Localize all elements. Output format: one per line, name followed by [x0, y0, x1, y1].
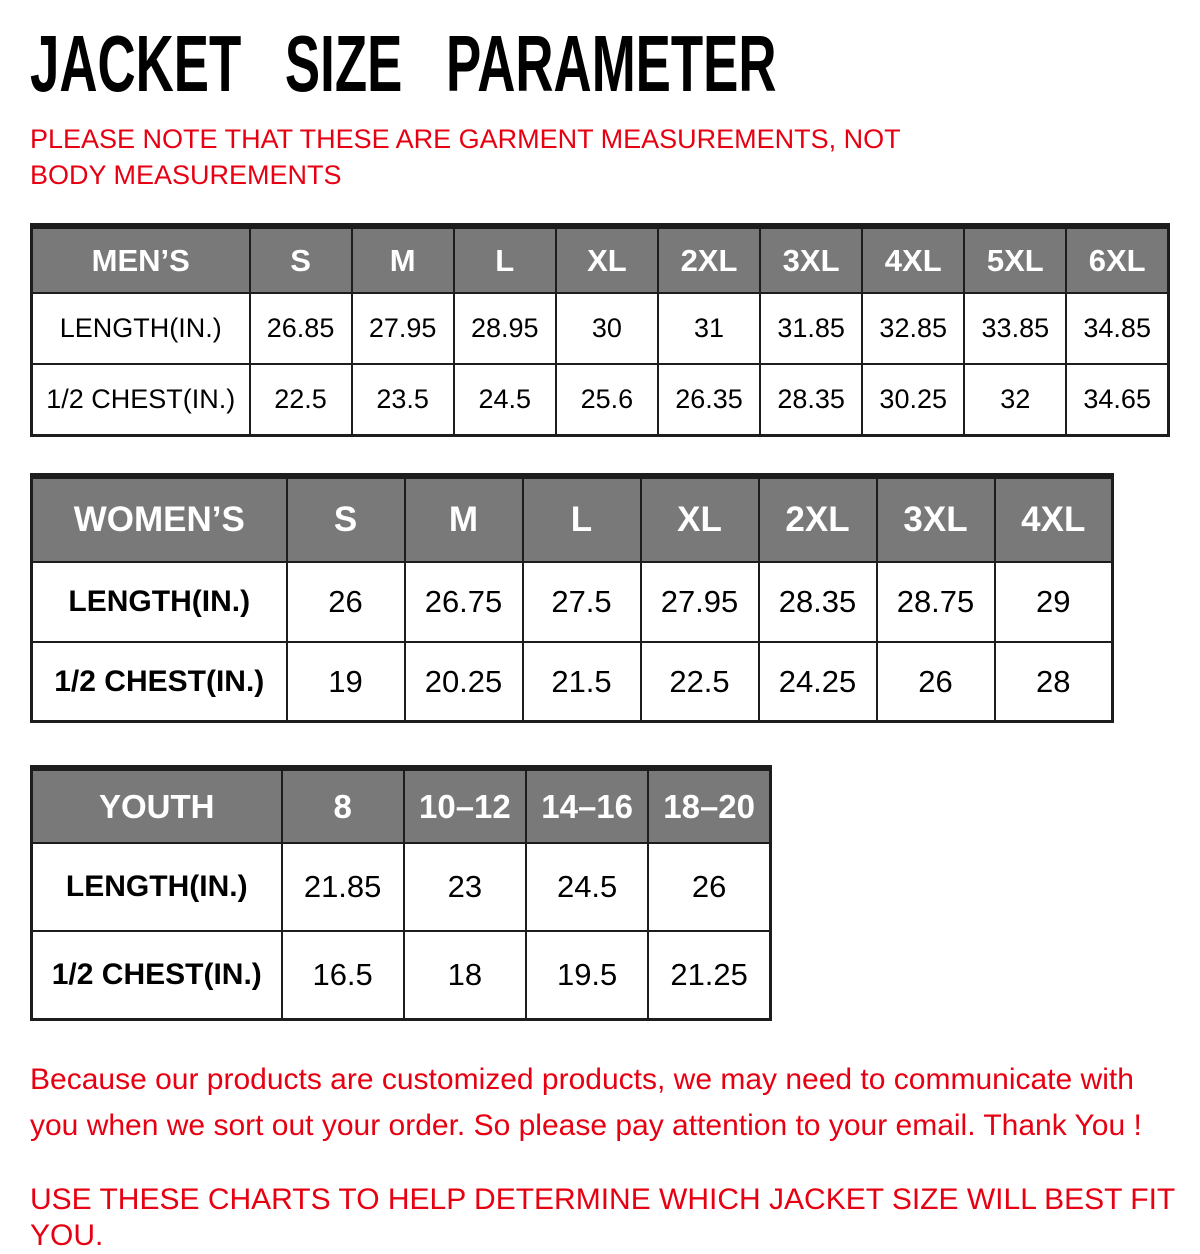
size-header-cell: 4XL [862, 226, 964, 293]
womens-size-table [30, 473, 1114, 724]
value-cell: 27.95 [352, 293, 454, 364]
value-cell: 16.5 [282, 931, 404, 1019]
mens-size-table [30, 223, 1170, 437]
value-cell: 18 [404, 931, 526, 1019]
value-cell: 28.75 [877, 562, 995, 642]
value-cell: 32 [964, 364, 1066, 435]
value-cell: 31.85 [760, 293, 862, 364]
value-cell: 28.35 [759, 562, 877, 642]
size-header-cell: 6XL [1066, 226, 1168, 293]
value-cell: 26.75 [405, 562, 523, 642]
fit-tip: USE THESE CHARTS TO HELP DETERMINE WHICH JACKET SIZE WILL BEST FIT YOU. [30, 1182, 1175, 1252]
value-cell: 31 [658, 293, 760, 364]
value-cell: 33.85 [964, 293, 1066, 364]
size-header-cell: L [454, 226, 556, 293]
value-cell: 28.35 [760, 364, 862, 435]
order-communication-notice: Because our products are customized products, we may need to communicate with you when we sort out your order. So please pay attention to your email. Thank You ! [30, 1062, 1142, 1143]
measurement-row [32, 364, 1169, 435]
value-cell: 23.5 [352, 364, 454, 435]
value-cell: 21.5 [523, 642, 641, 722]
value-cell: 26 [648, 843, 770, 931]
size-header-cell: 18–20 [648, 768, 770, 843]
value-cell: 32.85 [862, 293, 964, 364]
value-cell: 24.5 [526, 843, 648, 931]
value-cell: 30.25 [862, 364, 964, 435]
size-header-cell: 3XL [877, 476, 995, 562]
size-header-row [32, 476, 1113, 562]
youth-size-table [30, 765, 772, 1021]
measurement-row [32, 293, 1169, 364]
value-cell: 22.5 [641, 642, 759, 722]
size-header-cell: L [523, 476, 641, 562]
size-header-cell: XL [641, 476, 759, 562]
value-cell: 19 [287, 642, 405, 722]
value-cell: 34.65 [1066, 364, 1168, 435]
measurement-row [32, 931, 771, 1019]
size-header-cell: 4XL [995, 476, 1113, 562]
value-cell: 26 [877, 642, 995, 722]
value-cell: 23 [404, 843, 526, 931]
row-label-cell: 1/2 CHEST(IN.) [32, 642, 287, 722]
value-cell: 30 [556, 293, 658, 364]
value-cell: 27.5 [523, 562, 641, 642]
page-title: JACKET SIZE PARAMETER [30, 19, 777, 108]
measurement-row [32, 562, 1113, 642]
measurement-row [32, 642, 1113, 722]
size-header-cell: 8 [282, 768, 404, 843]
value-cell: 21.85 [282, 843, 404, 931]
value-cell: 26 [287, 562, 405, 642]
size-header-cell: 2XL [759, 476, 877, 562]
value-cell: 29 [995, 562, 1113, 642]
size-header-cell: 3XL [760, 226, 862, 293]
size-header-cell: 10–12 [404, 768, 526, 843]
value-cell: 21.25 [648, 931, 770, 1019]
size-header-cell: S [287, 476, 405, 562]
row-label-cell: LENGTH(IN.) [32, 293, 250, 364]
measurement-note: PLEASE NOTE THAT THESE ARE GARMENT MEASUREMENTS, NOT BODY MEASUREMENTS [30, 124, 901, 190]
size-header-cell: 5XL [964, 226, 1066, 293]
table-title-cell: YOUTH [32, 768, 282, 843]
row-label-cell: LENGTH(IN.) [32, 843, 282, 931]
value-cell: 19.5 [526, 931, 648, 1019]
value-cell: 22.5 [250, 364, 352, 435]
size-header-row [32, 768, 771, 843]
value-cell: 20.25 [405, 642, 523, 722]
size-header-row [32, 226, 1169, 293]
value-cell: 24.25 [759, 642, 877, 722]
value-cell: 24.5 [454, 364, 556, 435]
size-header-cell: 2XL [658, 226, 760, 293]
row-label-cell: LENGTH(IN.) [32, 562, 287, 642]
size-header-cell: 14–16 [526, 768, 648, 843]
size-header-cell: M [405, 476, 523, 562]
measurement-row [32, 843, 771, 931]
table-title-cell: WOMEN’S [32, 476, 287, 562]
size-header-cell: M [352, 226, 454, 293]
size-header-cell: S [250, 226, 352, 293]
value-cell: 28.95 [454, 293, 556, 364]
value-cell: 34.85 [1066, 293, 1168, 364]
row-label-cell: 1/2 CHEST(IN.) [32, 364, 250, 435]
value-cell: 26.85 [250, 293, 352, 364]
value-cell: 27.95 [641, 562, 759, 642]
size-header-cell: XL [556, 226, 658, 293]
value-cell: 28 [995, 642, 1113, 722]
row-label-cell: 1/2 CHEST(IN.) [32, 931, 282, 1019]
table-title-cell: MEN’S [32, 226, 250, 293]
value-cell: 26.35 [658, 364, 760, 435]
value-cell: 25.6 [556, 364, 658, 435]
